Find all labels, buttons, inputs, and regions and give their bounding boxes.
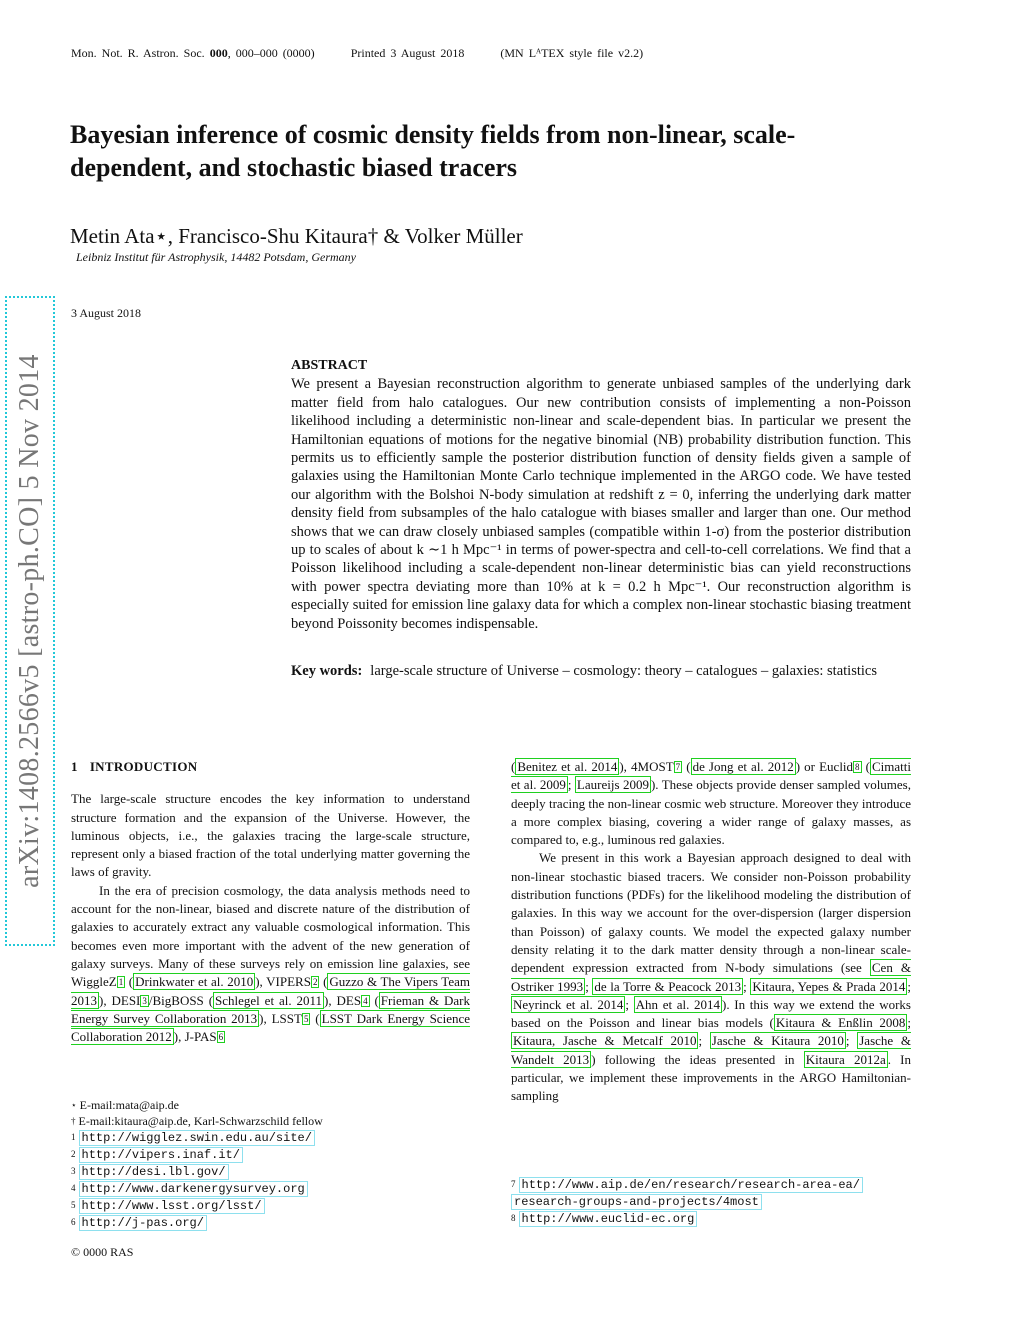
footnote-url[interactable]: http://j-pas.org/	[79, 1215, 207, 1231]
paper-date: 3 August 2018	[71, 306, 142, 320]
citation-link[interactable]: LSST Dark Energy Science Collaboration 2012	[71, 1010, 470, 1045]
footnote-7: $^7$ http://www.aip.de/en/research/research-area-ea/	[511, 1176, 921, 1193]
citation-link[interactable]: Schlegel et al. 2011	[215, 992, 323, 1008]
citation-link[interactable]: Neyrinck et al. 2014	[513, 996, 624, 1012]
affiliation: Leibniz Institut für Astrophysik, 14482 Potsdam, Germany	[76, 250, 356, 264]
footnote-url[interactable]: http://desi.lbl.gov/	[79, 1164, 229, 1180]
citation-link[interactable]: Kitaura 2012a	[805, 1051, 886, 1067]
footnote-6: $^6$ http://j-pas.org/	[71, 1214, 471, 1231]
citation-link[interactable]: Frieman & Dark Energy Survey Collaboration 2013	[71, 992, 471, 1026]
style-file: (MN LᴬTEX style file v2.2)	[500, 46, 644, 60]
keywords	[291, 662, 911, 680]
citation-link[interactable]: Drinkwater et al. 2010	[135, 974, 254, 990]
citation-link[interactable]: Ahn et al. 2014	[635, 996, 721, 1012]
intro-paragraph-3: We present in this work a Bayesian approach designed to deal with non-linear stochastic biased tracers. We consider non-Poisson probability distribution functions (PDFs) for the likelihood modeling the distribution of galaxies. In this way we account for the over-dispersion (larger dispersion than Poisson) of galaxy counts. We model the expected galaxy number density relating it to the dark matter density through a non-linear scale-dependent expression extracted from N-body simulations (see Cen & Ostriker 1993 ; de la Torre & Peacock 2013 ; Kitaura, Yepes & Prada 2014 ; Neyrinck et al. 2014 ; Ahn et al. 2014 ). In this way we extend the works based on the Poisson and linear bias models ( Kitaura & Enßlin 2008 ; Kitaura, Jasche & Metcalf 2010 ; Jasche & Kitaura 2010 ; Jasche & Wandelt 2013 ) following the ideas presented in Kitaura 2012a . In particular, we implement these improvements in the ARGO Hamiltonian-sampling	[511, 850, 912, 1104]
footnote-url[interactable]: http://www.darkenergysurvey.org	[79, 1181, 308, 1197]
arxiv-id[interactable]: arXiv:1408.2566v5 [astro-ph.CO] 5 Nov 2014	[14, 354, 45, 888]
footnote-5: $^5$ http://www.lsst.org/lsst/	[71, 1197, 471, 1214]
keywords-label: Key words:	[291, 663, 363, 679]
abstract-text: We present a Bayesian reconstruction algorithm to generate unbiased samples of the underlying dark matter field from halo catalogues. Our new contribution consists of implementing a non-Poisson likelihood including a deterministic non-linear and scale-dependent bias. In particular we present the Hamiltonian equations of motions for the negative binomial (NB) probability distribution function. This permits us to efficiently sample the posterior distribution function of density fields given a sample of galaxies using the Hamiltonian Monte Carlo technique implemented in the ARGO code. We have tested our algorithm with the Bolshoi N-body simulation at redshift z = 0, inferring the underlying dark matter density field from subsamples of the halo catalogue with biases smaller and larger than one. Our method shows that we can draw closely unbiased samples (compatible within 1-σ) from the posterior distribution up to scales of about k ∼1 h Mpc⁻¹ in terms of power-spectra and cell-to-cell correlations. We find that a Poisson likelihood including a scale-dependent non-linear deterministic bias can yield reconstructions with power spectra deviating more than 10% at k = 0.2 h Mpc⁻¹. Our reconstruction algorithm is especially suited for emission line galaxy data for which a complex non-linear stochastic biasing treatment beyond Poissonity becomes indispensable.	[291, 376, 911, 632]
footnote-1: $^1$ http://wigglez.swin.edu.au/site/	[71, 1129, 471, 1146]
footnote-url[interactable]: http://www.euclid-ec.org	[519, 1211, 698, 1227]
footnote-url[interactable]: http://wigglez.swin.edu.au/site/	[79, 1130, 315, 1146]
journal-name: Mon. Not. R. Astron. Soc.	[71, 46, 205, 60]
footnote-2: $^2$ http://vipers.inaf.it/	[71, 1146, 471, 1163]
citation-link[interactable]: Kitaura & Enßlin 2008	[775, 1015, 906, 1031]
section-number: 1	[71, 759, 78, 774]
copyright: © 0000 RAS	[71, 1245, 134, 1259]
journal-header	[71, 46, 643, 61]
intro-paragraph-1: The large-scale structure encodes the key information to understand structure formation and the expansion of the Universe. However, the luminous objects, i.e., the galaxies tracing the large-scale structure, represent only a biased fraction of the total underlying matter governing the laws of gravity.	[71, 791, 470, 880]
footnotes-left	[71, 1097, 471, 1231]
citation-link[interactable]: Kitaura, Yepes & Prada 2014	[752, 978, 906, 994]
section-title: INTRODUCTION	[89, 759, 198, 774]
left-column	[71, 758, 470, 1046]
intro-paragraph-2: In the era of precision cosmology, the data analysis methods need to account for the non-linear, biased and discrete nature of the distribution of galaxies to accurately extract any valuable cosmological information. This becomes even more important with the advent of the new generation of galaxy surveys. Many of these surveys rely on emission line galaxies, see WiggleZ $^1$ ( Drinkwater et al. 2010 ), VIPERS $^2$ ( Guzzo & The Vipers Team 2013 ), DESI $^3$ /BigBOSS ( Schlegel et al. 2011 ), DES $^4$ ( Frieman & Dark Energy Survey Collaboration 2013 ), LSST $^5$ ( LSST Dark Energy Science Collaboration 2012 ), J-PAS $^6$	[71, 882, 471, 1045]
footnote-4: $^4$ http://www.darkenergysurvey.org	[71, 1180, 471, 1197]
citation-link[interactable]: Kitaura, Jasche & Metcalf 2010	[513, 1033, 697, 1049]
footnotes-right	[511, 1176, 921, 1227]
paper-title: Bayesian inference of cosmic density fields from non-linear, scale-dependent, and stochastic biased tracers	[70, 120, 796, 182]
citation-link[interactable]: Cen & Ostriker 1993	[511, 960, 911, 994]
citation-link[interactable]: Guzzo & The Vipers Team 2013	[71, 974, 470, 1008]
footnote-url[interactable]: http://www.aip.de/en/research/research-area-ea/	[519, 1177, 863, 1193]
citation-link[interactable]: Jasche & Kitaura 2010	[711, 1033, 844, 1049]
footnote-3: $^3$ http://desi.lbl.gov/	[71, 1163, 471, 1180]
right-column	[511, 758, 911, 1106]
footnote-star: ⋆ E-mail:mata@aip.de	[71, 1098, 179, 1112]
journal-pages: , 000–000 (0000)	[227, 46, 315, 60]
printed-date: Printed 3 August 2018	[350, 46, 465, 60]
footnote-url[interactable]: research-groups-and-projects/4most	[511, 1194, 762, 1210]
keywords-text: large-scale structure of Universe – cosmology: theory – catalogues – galaxies: statistics	[370, 663, 877, 679]
citation-link[interactable]: de Jong et al. 2012	[692, 759, 794, 774]
section-heading	[71, 758, 470, 776]
journal-volume: 000	[209, 46, 228, 60]
citation-link[interactable]: Laureijs 2009	[576, 777, 649, 793]
footnote-url[interactable]: http://vipers.inaf.it/	[79, 1147, 243, 1163]
authors: Metin Ata⋆, Francisco-Shu Kitaura† & Volker Müller	[70, 224, 523, 248]
abstract	[291, 357, 911, 633]
citation-link[interactable]: Jasche & Wandelt 2013	[511, 1033, 911, 1067]
arxiv-stamp[interactable]	[5, 296, 55, 946]
footnote-8: $^8$ http://www.euclid-ec.org	[511, 1210, 921, 1227]
citation-link[interactable]: Cimatti et al. 2009	[511, 759, 911, 793]
footnote-url[interactable]: http://www.lsst.org/lsst/	[79, 1198, 265, 1214]
abstract-heading: ABSTRACT	[291, 358, 368, 373]
citation-link[interactable]: Benitez et al. 2014	[517, 759, 618, 774]
intro-paragraph-2-cont: ( Benitez et al. 2014 ), 4MOST $^7$ ( de Jong et al. 2012 ) or Euclid $^8$ ( Cimatti et al. 2009 ; Laureijs 2009 ). These objects provide denser sampled volumes, deeply tracing the non-linear cosmic web structure. Moreover they introduce a more complex biasing, covering a wider range of galaxy masses, as compared to, e.g., luminous red galaxies.	[511, 759, 911, 848]
footnote-dagger: † E-mail:kitaura@aip.de, Karl-Schwarzschild fellow	[71, 1114, 323, 1128]
citation-link[interactable]: de la Torre & Peacock 2013	[594, 978, 742, 994]
